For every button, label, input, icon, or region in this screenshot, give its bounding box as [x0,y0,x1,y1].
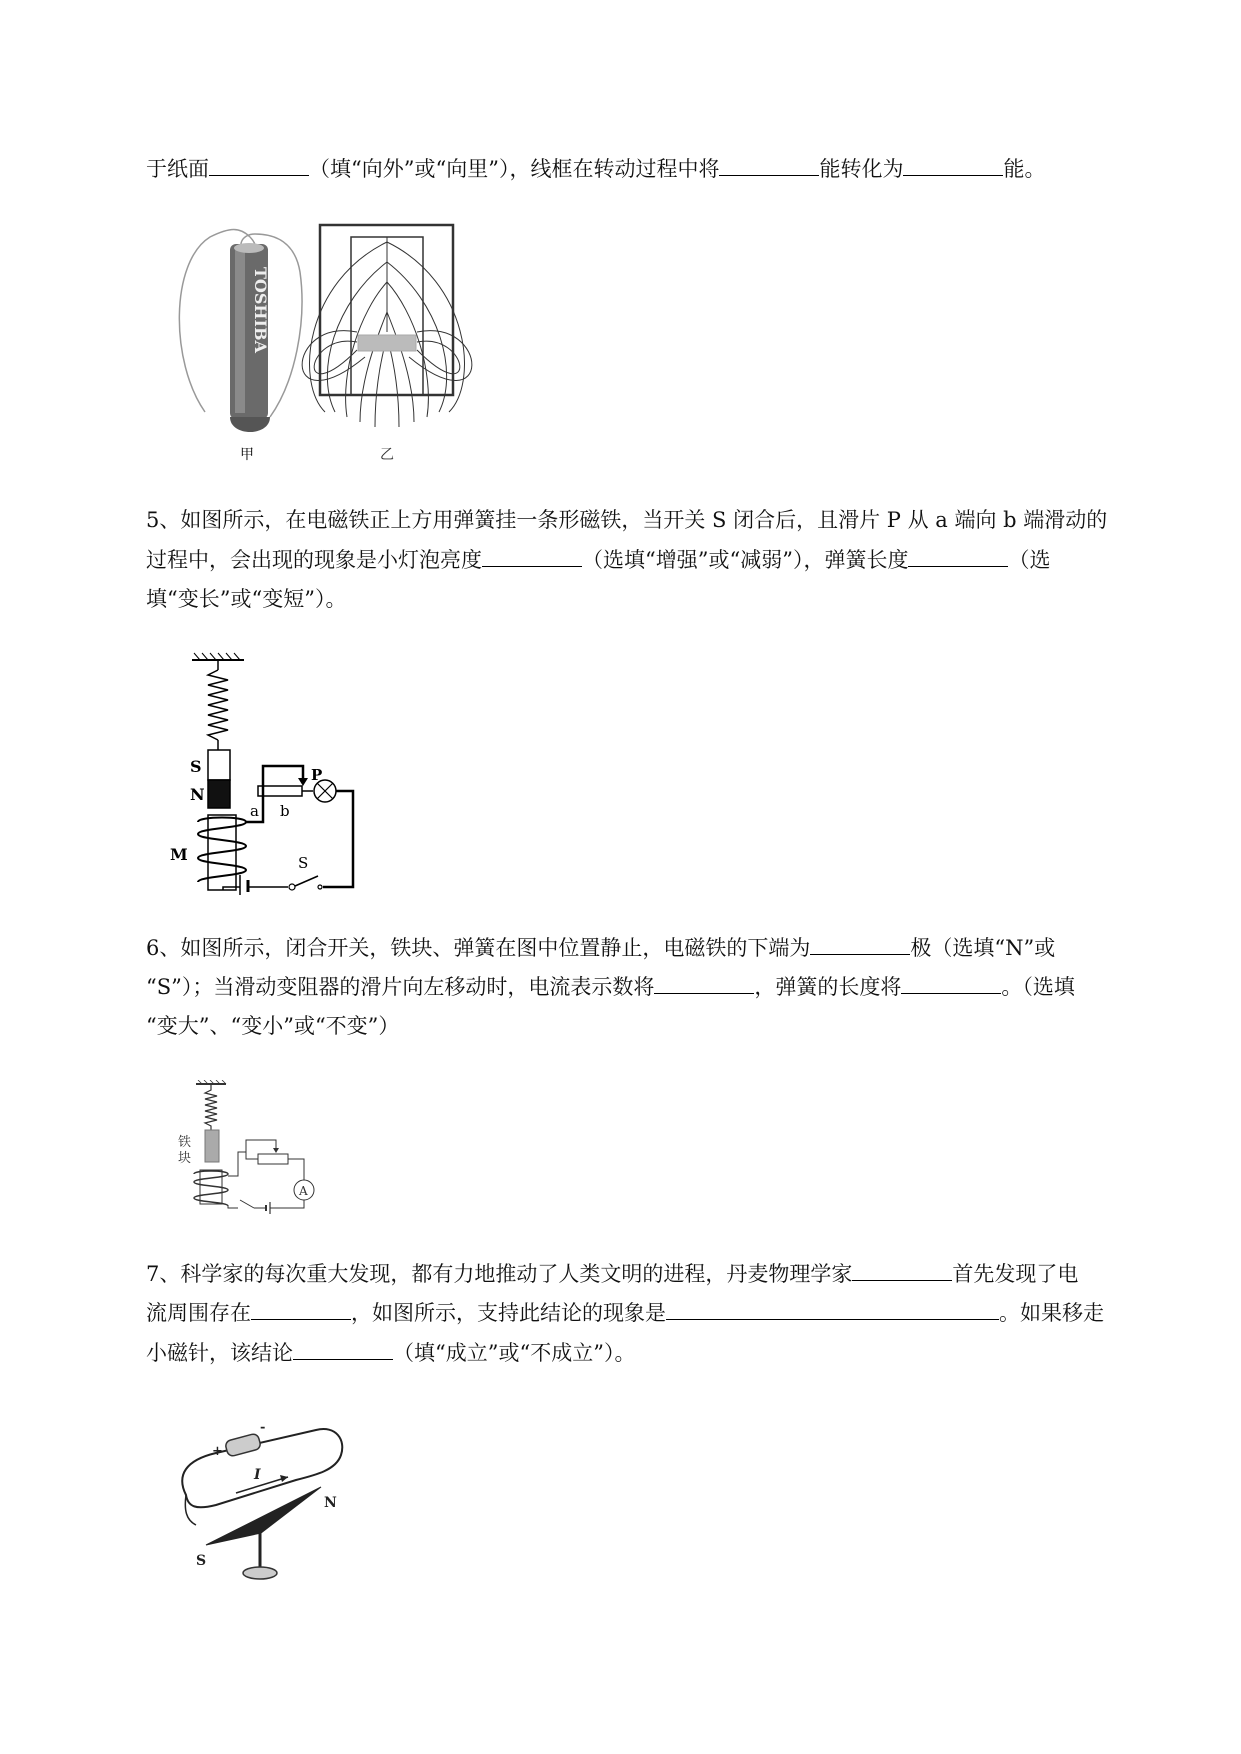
label-needle-s: S [196,1553,207,1569]
iron-block [205,1130,219,1162]
label-b: b [280,802,290,820]
q6-text-1b: 极（选填“N”或 [910,936,1056,960]
q7-text-2c: 。如果移走 [999,1301,1104,1325]
q4-blank-2[interactable] [719,153,819,176]
magnet-block [358,335,416,351]
label-p: P [311,766,323,784]
label-current: I [254,1467,261,1483]
q7-blank-4[interactable] [293,1337,393,1360]
label-iron-2: 块 [178,1151,192,1166]
q6-text-3: “变大”、“变小”或“不变”） [146,1014,400,1038]
spring-q6 [205,1084,217,1130]
rheostat[interactable] [258,786,302,796]
q7-line-1 [146,1258,1078,1289]
q7-figure [176,1415,361,1585]
label-plus: + [212,1444,223,1459]
wire-loop [182,1429,342,1507]
q6-line-2 [146,971,1075,1002]
q7-blank-3[interactable] [666,1297,999,1320]
battery-figure-jia [179,230,302,464]
compass-needle [206,1487,321,1545]
q4-line-1 [146,153,1045,184]
compass-stand [243,1567,277,1579]
q5-text-3: 填“变长”或“变短”）。 [146,587,347,611]
q4-text-b: （填“向外”或“向里”），线框在转动过程中将 [309,157,720,181]
q6-text-2c: 。（选填 [1001,975,1075,999]
bar-magnet-n [208,780,230,808]
q4-text-c: 能转化为 [819,157,904,181]
q5-figure [168,650,408,895]
q4-text-d: 能。 [1003,157,1046,181]
q5-text-2a: 过程中，会出现的现象是小灯泡亮度 [146,548,482,572]
label-jia: 甲 [240,447,254,463]
label-minus: - [260,1420,266,1435]
q5-text-2b: （选填“增强”或“减弱”），弹簧长度 [582,548,909,572]
label-m: M [170,845,188,864]
q6-text-2b: ，弹簧的长度将 [754,975,902,999]
q6-figure [176,1080,336,1220]
q7-blank-2[interactable] [251,1297,351,1320]
label-iron-1: 铁 [178,1135,192,1150]
label-ammeter: A [299,1184,308,1198]
label-needle-n: N [324,1495,337,1511]
q5-text-2c: （选 [1008,548,1051,572]
q6-blank-1[interactable] [810,932,910,955]
label-s-pole: S [190,757,202,776]
q4-blank-1[interactable] [209,153,309,176]
q6-text-1a: 6、如图所示，闭合开关，铁块、弹簧在图中位置静止，电磁铁的下端为 [146,936,811,960]
q4-text-a: 于纸面 [146,157,209,181]
q4-figure [175,222,505,467]
q5-text-1: 5、如图所示，在电磁铁正上方用弹簧挂一条形磁铁，当开关 S 闭合后，且滑片 P 从 a 端向 b 端滑动的 [146,508,1108,532]
q7-line-3 [146,1337,635,1368]
label-n-pole: N [190,785,205,804]
q4-blank-3[interactable] [903,153,1003,176]
cell [225,1433,262,1457]
bar-magnet-s [208,750,230,780]
q7-blank-1[interactable] [852,1258,952,1281]
q5-line-3 [146,584,346,614]
q7-text-1a: 7、科学家的每次重大发现，都有力地推动了人类文明的进程，丹麦物理学家 [146,1262,853,1286]
label-switch: S [298,854,309,872]
label-a: a [250,802,259,820]
spring [208,670,228,740]
switch[interactable] [295,876,318,886]
q7-text-3a: 小磁针，该结论 [146,1341,293,1365]
q7-text-3b: （填“成立”或“不成立”）。 [393,1341,636,1365]
q6-line-1 [146,932,1055,963]
q7-text-1b: 首先发现了电 [952,1262,1079,1286]
q6-text-2a: “S”）；当滑动变阻器的滑片向左移动时，电流表示数将 [146,975,655,999]
field-figure-yi [302,225,472,463]
rheostat-q6[interactable] [258,1154,288,1164]
q7-line-2 [146,1297,1104,1328]
coil-q6 [194,1171,228,1206]
q7-text-2b: ，如图所示，支持此结论的现象是 [351,1301,666,1325]
q5-blank-2[interactable] [908,544,1008,567]
switch-q6[interactable] [240,1200,254,1208]
q5-line-1 [146,505,1107,535]
q5-line-2 [146,544,1050,575]
q5-blank-1[interactable] [482,544,582,567]
q6-line-3 [146,1011,399,1041]
battery-brand: TOSHIBA [251,267,270,353]
q6-blank-3[interactable] [901,971,1001,994]
q6-blank-2[interactable] [654,971,754,994]
q7-text-2a: 流周围存在 [146,1301,251,1325]
label-yi: 乙 [380,447,394,463]
